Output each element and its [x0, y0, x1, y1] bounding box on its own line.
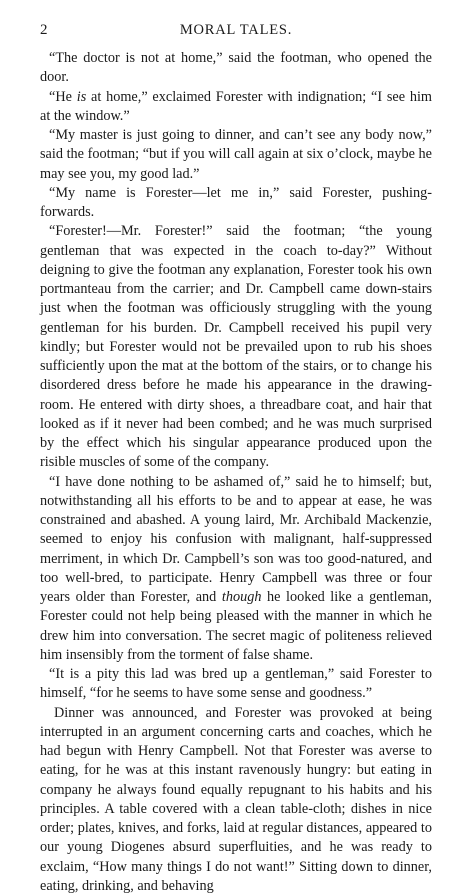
paragraph-dinner-announced: Dinner was announced, and Forester was provoked at being interrupted in an argument concerning carts and coaches, which he had begun with Henry Campbell. Not that Forester was averse to eating, for he was at this instant ravenously hungry: but eating in company he always found equally repugnant to his habits and his principles. A table covered with a clean table-cloth; dishes in nice order; plates, knives, and forks, laid at regular distances, appeared to our young Diogenes absurd superfluities, and he was ready to exclaim, “How many things I do not want!” Sitting down to dinner, eating, drinking, and behaving: [40, 704, 432, 896]
running-head: MORAL TALES.: [40, 20, 432, 40]
paragraph-forester-mr-forester: “Forester!—Mr. Forester!” said the footman; “the young gentleman that was expected in the coach to-day?” Without deigning to give the footman any explanation, Forester took his own portmanteau from the carrier; and Dr. Campbell came down-stairs just when the footman was officiously struggling with the young gentleman for his burden. Dr. Campbell received his pupil very kindly; but Forester would not be prevailed upon to rub his shoes sufficiently upon the mat at the bottom of the stairs, or to change his disordered dress before he made his appearance in the drawing-room. He entered with dirty shoes, a threadbare coat, and hair that looked as if it never had been combed; and he was much surprised by the effect which his singular appearance produced upon the risible muscles of some of the company.: [40, 222, 432, 472]
emphasis-though: though: [222, 589, 262, 605]
paragraph-pity-this-lad: “It is a pity this lad was bred up a gentleman,” said Forester to himself, “for he seems to have some sense and goodness.”: [40, 665, 432, 704]
paragraph-doctor-not-home: “The doctor is not at home,” said the footman, who opened the door.: [40, 49, 432, 88]
paragraph-my-name-is-forester: “My name is Forester—let me in,” said Forester, pushing-forwards.: [40, 184, 432, 223]
page-number: 2: [40, 20, 48, 40]
page-header: [40, 20, 432, 40]
paragraph-master-going-to-dinner: “My master is just going to dinner, and can’t see any body now,” said the footman; “but if you will call again at six o’clock, maybe he may see you, my good lad.”: [40, 126, 432, 184]
paragraph-he-is-at-home: “He is at home,” exclaimed Forester with indignation; “I see him at the window.”: [40, 88, 432, 127]
paragraph-nothing-to-be-ashamed: “I have done nothing to be ashamed of,” said he to himself; but, notwithstanding all his efforts to be and to appear at ease, he was constrained and abashed. A young laird, Mr. Archibald Mackenzie, seemed to enjoy his confusion with malignant, half-suppressed merriment, in which Dr. Campbell’s son was too good-natured, and too well-bred, to participate. Henry Campbell was three or four years older than Forester, and though he looked like a gentleman, Forester could not help being pleased with the manner in which he drew him into conversation. The secret magic of politeness relieved him insensibly from the torment of false shame.: [40, 473, 432, 666]
emphasis-is: is: [77, 89, 87, 105]
body-text: [40, 49, 432, 896]
